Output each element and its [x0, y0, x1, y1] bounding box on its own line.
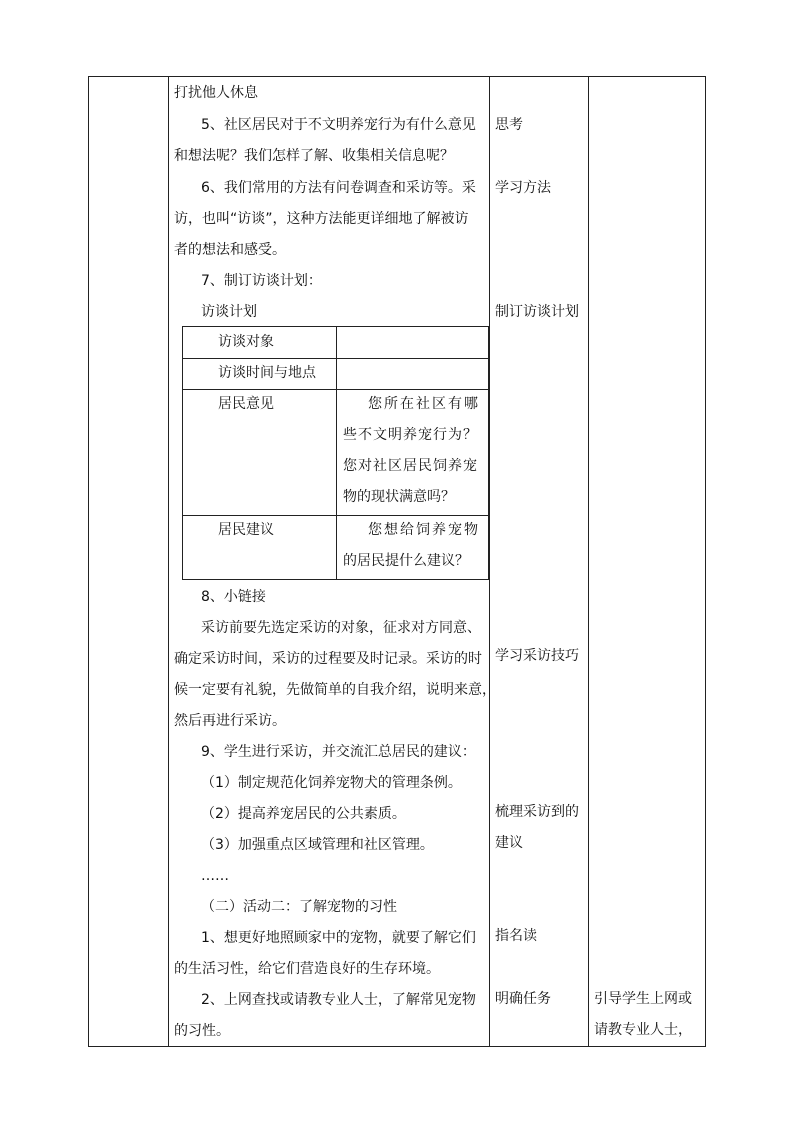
plan-table-divider: [336, 327, 337, 579]
content-line: 候一定要有礼貌，先做简单的自我介绍，说明来意，: [174, 682, 496, 698]
student-note: 明确任务: [495, 991, 551, 1007]
content-line: （2）提高养宠居民的公共素质。: [201, 806, 406, 822]
plan-value-line: 您想给饲养宠物: [368, 522, 480, 538]
content-line: （3）加强重点区域管理和社区管理。: [201, 837, 434, 853]
content-line: （1）制定规范化饲养宠物犬的管理条例。: [201, 775, 462, 791]
plan-label: 访谈时间与地点: [218, 365, 316, 381]
intent-note: 引导学生上网或: [594, 991, 692, 1007]
content-line: 的生活习性，给它们营造良好的生存环境。: [174, 961, 440, 977]
content-line: 和想法呢？我们怎样了解、收集相关信息呢？: [174, 148, 454, 164]
student-note: 指名读: [495, 928, 537, 944]
column-divider-3: [588, 77, 589, 1046]
content-line: 者的想法和感受。: [174, 242, 286, 258]
content-line: 确定采访时间，采访的过程要及时记录。采访的时: [174, 651, 482, 667]
student-note: 建议: [495, 835, 523, 851]
content-line: 5、社区居民对于不文明养宠行为有什么意见: [201, 117, 476, 133]
intent-note: 请教专业人士，: [594, 1022, 692, 1038]
content-line: 然后再进行采访。: [174, 713, 286, 729]
content-line: （二）活动二：了解宠物的习性: [201, 899, 397, 915]
plan-value-line: 您所在社区有哪: [368, 396, 480, 412]
student-note: 制订访谈计划: [495, 304, 579, 320]
content-line: 1、想更好地照顾家中的宠物，就要了解它们: [201, 930, 476, 946]
plan-value-line: 些不文明养宠行为？: [343, 427, 478, 443]
plan-value-line: 物的现状满意吗？: [343, 489, 455, 505]
content-line: 采访前要先选定采访的对象，征求对方同意、: [201, 620, 481, 636]
student-note: 梳理采访到的: [495, 804, 579, 820]
plan-label: 居民意见: [218, 396, 274, 412]
content-line: 9、学生进行采访，并交流汇总居民的建议：: [201, 744, 476, 760]
plan-value-line: 的居民提什么建议？: [343, 553, 469, 569]
column-divider-1: [168, 77, 169, 1046]
column-divider-2: [489, 77, 490, 1046]
content-line: 的习性。: [174, 1023, 230, 1039]
content-line: ……: [201, 868, 229, 884]
content-line: 6、我们常用的方法有问卷调查和采访等。采: [201, 180, 476, 196]
plan-title: 访谈计划: [201, 304, 257, 320]
content-line: 访，也叫“访谈”，这种方法能更详细地了解被访: [174, 211, 469, 227]
student-note: 思考: [495, 117, 523, 133]
plan-row-divider: [183, 358, 488, 359]
student-note: 学习采访技巧: [495, 648, 579, 664]
content-line: 打扰他人休息: [174, 85, 258, 101]
student-note: 学习方法: [495, 180, 551, 196]
plan-label: 居民建议: [218, 522, 274, 538]
lesson-table: [88, 76, 706, 1047]
content-line: 7、制订访谈计划：: [201, 273, 322, 289]
plan-row-divider: [183, 515, 488, 516]
plan-label: 访谈对象: [218, 334, 274, 350]
interview-plan-table: [182, 326, 489, 580]
plan-value-line: 您对社区居民饲养宠: [343, 458, 478, 474]
plan-row-divider: [183, 389, 488, 390]
content-line: 2、上网查找或请教专业人士，了解常见宠物: [201, 992, 476, 1008]
content-line: 8、小链接: [201, 589, 266, 605]
